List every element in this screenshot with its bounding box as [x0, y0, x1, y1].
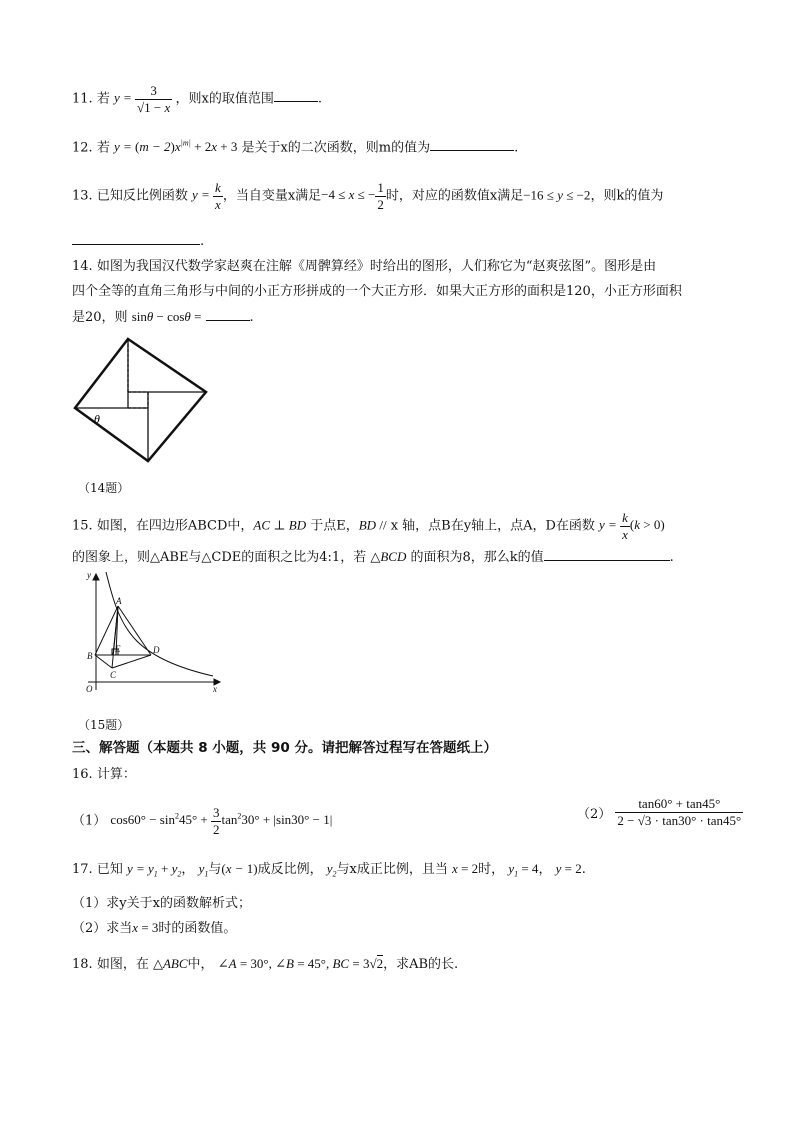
- q17-x-eq-3: x = 3: [132, 920, 159, 935]
- q17-y2: $y_2$: [326, 861, 337, 879]
- label-x: x: [213, 684, 217, 694]
- label-o: O: [86, 684, 93, 694]
- q13-number: 13.: [72, 188, 93, 204]
- section-3-heading: 三、解答题（本题共 8 小题，共 90 分。请把解答过程写在答题纸上）: [72, 740, 497, 756]
- q15-perp: AC ⊥ BD: [253, 517, 307, 533]
- q12-number: 12.: [72, 140, 93, 156]
- q11-end: .: [317, 91, 323, 107]
- label-b: B: [87, 651, 93, 661]
- q18-text-2: 中，: [187, 957, 214, 972]
- label-c: C: [110, 670, 117, 680]
- q18-conditions: ∠A = 30°, ∠B = 45°, BC = 3√2: [217, 956, 384, 971]
- q17-sub-1: （1）求y关于x的函数解析式；: [72, 896, 251, 911]
- q13-mid1: ，当自变量x满足: [222, 188, 322, 204]
- q17-number: 17.: [72, 862, 93, 877]
- q14-line-2: [72, 283, 682, 301]
- q15-function: y = $\frac{k}{x}$ (k > 0): [599, 510, 665, 542]
- label-d: D: [153, 645, 160, 655]
- q15-triangle-bcd: △BCD: [370, 549, 407, 564]
- q16-expression-1: $\cos 60^\circ - \sin^245^\circ$ + $\frac{3}{2}$ $\tan^230^\circ + |\sin 30^\circ - 1|$: [110, 805, 333, 837]
- q15-text-2a: 的图象上，则△ABE与△CDE的面积之比为4:1，若: [72, 550, 367, 565]
- outer-square: [75, 339, 206, 461]
- question-13: [72, 180, 663, 213]
- q13-mid3: ，则k的值为: [590, 188, 664, 204]
- label-a: A: [116, 596, 122, 606]
- q15-text-1a: 如图，在四边形ABCD中，: [96, 518, 254, 534]
- q11-suffix: ，则x的取值范围: [175, 91, 274, 107]
- q17-y1: $y_1$: [198, 861, 209, 879]
- q16-part-2: [577, 796, 743, 829]
- q17-text-5: 与x成正比例，且当: [336, 862, 448, 877]
- q16-text: 计算：: [96, 767, 136, 782]
- q17-x-minus-1: (x − 1): [221, 861, 258, 876]
- segment-ad: [118, 606, 151, 655]
- hyperbola-curve: [106, 572, 213, 676]
- q18-text-3: ，求AB的长.: [383, 957, 459, 972]
- q15-text-1c: x 轴，点B在y轴上，点A，D在函数: [390, 518, 595, 534]
- q18-number: 18.: [72, 957, 93, 972]
- q14-end: .: [249, 310, 254, 325]
- q17-text-3: 与: [208, 862, 222, 877]
- segment-bc: [95, 655, 112, 668]
- q11-answer-blank: [274, 89, 318, 102]
- q18-text-1: 如图，在: [96, 957, 149, 972]
- q15-line-1: [72, 510, 665, 543]
- q15-text-2b: 的面积为8，那么k的值: [410, 550, 544, 565]
- zhao-shuang-diagram: [70, 335, 210, 467]
- q15-end: .: [669, 550, 674, 565]
- q13-y-range: −16 ≤ y ≤ −2: [523, 187, 591, 203]
- q17-line-1: [72, 860, 586, 884]
- q14-text-3: 是20，则: [72, 310, 128, 325]
- q15-parallel: BD //: [358, 517, 387, 533]
- q13-function: y = $\frac{k}{x}$: [191, 180, 221, 212]
- label-e: E: [115, 644, 121, 654]
- q16-part-2-label: （2）: [577, 807, 612, 822]
- q14-line-1: [72, 258, 656, 276]
- q17-text-1: 已知: [96, 862, 123, 877]
- question-11: [72, 83, 322, 116]
- q17-sub-2: [72, 919, 236, 938]
- q12-end: .: [514, 140, 519, 156]
- q12-suffix: 是关于x的二次函数，则m的值为: [241, 140, 431, 156]
- theta-label: θ: [94, 412, 100, 426]
- q18-line: [72, 955, 458, 974]
- q14-text-1: 如图为我国汉代数学家赵爽在注解《周髀算经》时给出的图形，人们称它为“赵爽弦图”。图形是由: [96, 259, 657, 274]
- y-axis-arrow: [93, 574, 99, 580]
- q12-answer-blank: [430, 138, 514, 151]
- q11-prefix: 若: [96, 91, 110, 107]
- q15-caption: （15题）: [78, 718, 130, 732]
- q16-part-1: [72, 805, 332, 838]
- q14-answer-blank: [206, 308, 250, 321]
- q17-y-eq-2: y = 2: [555, 861, 582, 876]
- q13-x-range: −4 ≤ x ≤ − $\frac{1}{2}$: [321, 180, 384, 212]
- inner-lines: [75, 339, 206, 461]
- q13-end: .: [200, 234, 205, 249]
- q12-prefix: 若: [96, 140, 110, 156]
- q13-answer-line: [72, 232, 204, 251]
- q17-text-6: 时，: [478, 862, 505, 877]
- q12-formula: $y = (m - 2)x^{|m|} + 2x + 3$: [113, 139, 238, 155]
- q17-comma-2: ，: [538, 862, 552, 877]
- q17-x-eq-2: x = 2: [452, 861, 479, 876]
- question-12: [72, 135, 518, 157]
- q17-sum: $y = y_1 + y_2$: [126, 861, 182, 879]
- q13-mid2: 时，对应的函数值x满足: [385, 188, 524, 204]
- q18-triangle: △ABC: [152, 956, 188, 971]
- q14-text-2: 四个全等的直角三角形与中间的小正方形拼成的一个大正方形．如果大正方形的面积是120，小正方形面积: [72, 284, 682, 299]
- q17-text-4: 成反比例，: [257, 862, 323, 877]
- q11-formula: y = $\frac{3}{√1 - x}$: [113, 83, 171, 115]
- q15-figure: [78, 568, 228, 698]
- q16-intro: [72, 766, 136, 784]
- q14-expression: sinθ − cosθ =: [131, 309, 202, 324]
- q11-number: 11.: [72, 91, 93, 107]
- q16-part-1-label: （1）: [72, 813, 107, 829]
- q15-number: 15.: [72, 518, 93, 534]
- q15-answer-blank: [544, 548, 670, 561]
- q17-comma-1: ，: [181, 862, 195, 877]
- q14-number: 14.: [72, 259, 93, 274]
- q13-prefix: 已知反比例函数: [96, 188, 188, 204]
- label-y: y: [87, 570, 91, 580]
- q17-end: .: [581, 862, 586, 877]
- q16-number: 16.: [72, 767, 93, 782]
- q17-y1-eq-4: $y_1 = 4$: [508, 861, 539, 879]
- segment-cd: [112, 655, 151, 668]
- q16-expr2-denominator: 2 − √3 · tan30° · tan45°: [617, 813, 742, 828]
- q17-sub-2a: （2）求当: [72, 921, 133, 936]
- q15-text-1b: 于点E，: [310, 518, 359, 534]
- q14-line-3: [72, 308, 254, 327]
- q14-caption: （14题）: [78, 481, 130, 495]
- q15-line-2: [72, 548, 674, 567]
- q17-sub-2b: 时的函数值。: [158, 921, 237, 936]
- q16-expr2-numerator: tan60° + tan45°: [615, 796, 743, 813]
- q16-expression-2: [615, 796, 743, 829]
- q13-answer-blank: [72, 232, 200, 245]
